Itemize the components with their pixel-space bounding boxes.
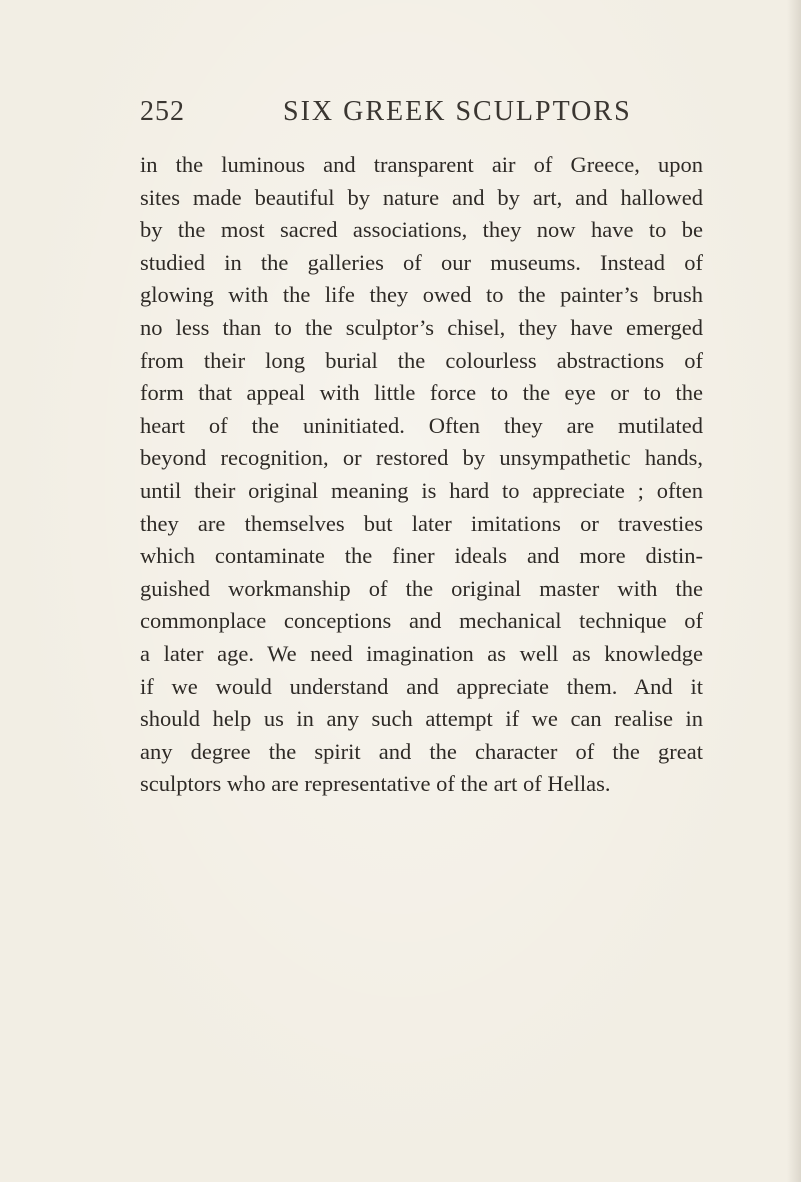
text-line: form that appeal with little force to the eye or to the (140, 380, 703, 406)
page-header (140, 96, 700, 136)
text-line: a later age. We need imagination as well as knowledge (140, 640, 703, 666)
text-line: glowing with the life they owed to the painter’s brush (140, 282, 703, 308)
text-line: if we would understand and appreciate them. And it (140, 673, 703, 699)
text-line: commonplace conceptions and mechanical technique of (140, 608, 703, 634)
text-line: should help us in any such attempt if we can realise in (140, 706, 703, 732)
text-line: studied in the galleries of our museums. Instead of (140, 249, 703, 275)
text-line: they are themselves but later imitations or travesties (140, 510, 703, 536)
page-number: 252 (140, 96, 185, 127)
text-line: by the most sacred associations, they now have to be (140, 217, 703, 243)
text-line: beyond recognition, or restored by unsympathetic hands, (140, 445, 703, 471)
body-paragraph (140, 149, 703, 801)
page-edge-shadow (787, 0, 801, 1182)
text-line: any degree the spirit and the character of the great (140, 738, 703, 764)
text-line: sculptors who are representative of the art of Hellas. (140, 771, 611, 797)
running-head: SIX GREEK SCULPTORS (283, 96, 632, 127)
text-line: which contaminate the finer ideals and more distin- (140, 543, 703, 569)
text-line: no less than to the sculptor’s chisel, they have emerged (140, 314, 703, 340)
text-line: sites made beautiful by nature and by art, and hallowed (140, 184, 703, 210)
text-line: guished workmanship of the original master with the (140, 575, 703, 601)
text-line: heart of the uninitiated. Often they are mutilated (140, 412, 703, 438)
text-line: until their original meaning is hard to appreciate ; often (140, 477, 703, 503)
text-line: in the luminous and transparent air of Greece, upon (140, 152, 703, 177)
text-line: from their long burial the colourless abstractions of (140, 347, 703, 373)
